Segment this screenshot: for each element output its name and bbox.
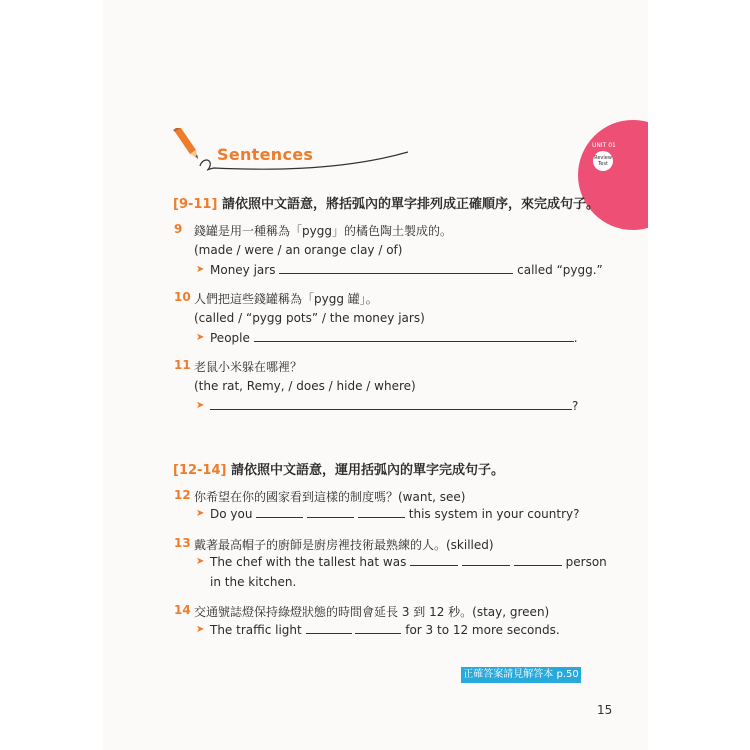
answer-blank[interactable]: [306, 623, 352, 634]
section1-text: 請依照中文語意，將括弧內的單字排列成正確順序，來完成句子。: [217, 197, 599, 212]
answer-part1: The chef with the tallest hat was: [210, 555, 407, 569]
answer-line: [210, 623, 560, 637]
review-test-badge: [593, 151, 613, 171]
question-chinese: 你希望在你的國家看到這樣的制度嗎？(want, see): [194, 490, 466, 504]
section1-instruction: [173, 193, 599, 212]
question-hint: (made / were / an orange clay / of): [194, 243, 403, 257]
question-chinese: 交通號誌燈保持綠燈狀態的時間會延長 3 到 12 秒。(stay, green): [194, 605, 550, 619]
question-chinese: 錢罐是用一種稱為「pygg」的橘色陶土製成的。: [194, 224, 452, 238]
question-number: 11: [174, 358, 191, 372]
answer-line: [210, 331, 578, 345]
answer-reference-tag: 正確答案請見解答本 p.50: [461, 667, 581, 683]
answer-prefix: People: [210, 331, 250, 345]
answer-part2: for 3 to 12 more seconds.: [405, 623, 560, 637]
answer-blank[interactable]: [254, 331, 574, 342]
answer-prefix: Money jars: [210, 263, 276, 277]
answer-line: [210, 555, 607, 569]
answer-blank[interactable]: [355, 623, 401, 634]
question-number: 13: [174, 536, 191, 550]
answer-continuation: in the kitchen.: [210, 575, 297, 589]
answer-part1: The traffic light: [210, 623, 302, 637]
section-title: Sentences: [217, 145, 314, 164]
section2-text: 請依照中文語意，運用括弧內的單字完成句子。: [226, 463, 504, 478]
answer-part2: person: [565, 555, 607, 569]
question-number: 14: [174, 603, 191, 617]
question-hint: (the rat, Remy, / does / hide / where): [194, 379, 416, 393]
answer-suffix: .: [573, 331, 578, 345]
unit-label: UNIT 01: [592, 142, 616, 149]
answer-blank[interactable]: [256, 507, 303, 518]
answer-blank[interactable]: [210, 399, 572, 410]
page-number: 15: [597, 703, 613, 717]
arrow-icon: ➤: [196, 264, 205, 275]
answer-blank[interactable]: [514, 555, 562, 566]
answer-line: [210, 399, 578, 413]
question-number: 9: [174, 222, 183, 236]
answer-blank[interactable]: [279, 263, 513, 274]
answer-suffix: ?: [572, 399, 579, 413]
answer-line: [210, 263, 603, 277]
answer-blank[interactable]: [358, 507, 405, 518]
review-label: Review: [594, 155, 612, 161]
pencil-icon: [169, 128, 199, 160]
test-label: Test: [598, 161, 608, 167]
arrow-icon: ➤: [196, 508, 205, 519]
question-chinese: 人們把這些錢罐稱為「pygg 罐」。: [194, 292, 378, 306]
section1-number: [9-11]: [173, 197, 218, 212]
answer-part2: this system in your country?: [408, 507, 580, 521]
arrow-icon: ➤: [196, 332, 205, 343]
question-number: 12: [174, 488, 191, 502]
answer-blank[interactable]: [410, 555, 458, 566]
question-chinese: 戴著最高帽子的廚師是廚房裡技術最熟練的人。(skilled): [194, 538, 494, 552]
arrow-icon: ➤: [196, 556, 205, 567]
question-chinese: 老鼠小米躲在哪裡？: [194, 360, 303, 374]
question-hint: (called / “pygg pots” / the money jars): [194, 311, 425, 325]
section2-instruction: [173, 459, 504, 478]
answer-suffix: called “pygg.”: [517, 263, 603, 277]
section2-number: [12-14]: [173, 463, 227, 478]
workbook-page: [103, 0, 648, 750]
answer-line: [210, 507, 579, 521]
unit-badge: [578, 120, 648, 230]
arrow-icon: ➤: [196, 624, 205, 635]
question-number: 10: [174, 290, 191, 304]
answer-blank[interactable]: [462, 555, 510, 566]
arrow-icon: ➤: [196, 400, 205, 411]
answer-part1: Do you: [210, 507, 253, 521]
answer-blank[interactable]: [307, 507, 354, 518]
